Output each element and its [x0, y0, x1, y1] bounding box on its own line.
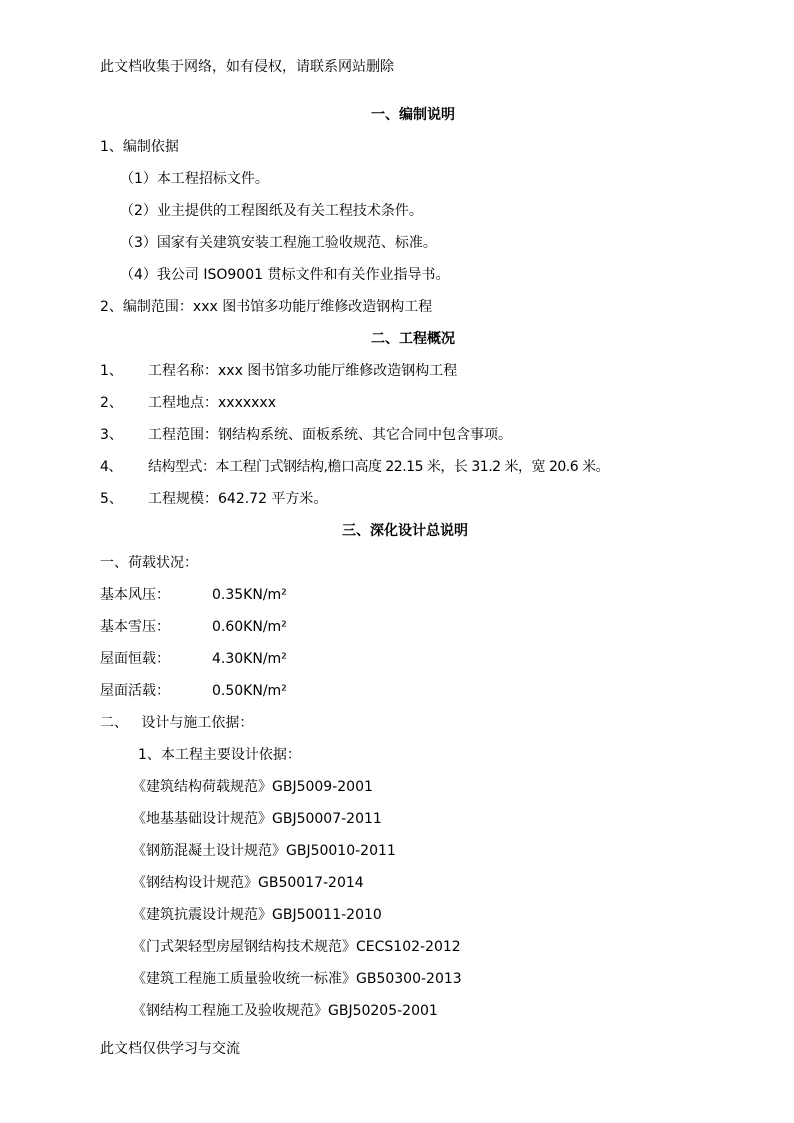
section-3-title: 三、深化设计总说明 — [342, 523, 468, 539]
basis-heading: 1、编制依据 — [100, 139, 179, 155]
load-row — [100, 586, 170, 604]
overview-item-number: 4、 — [100, 459, 122, 475]
load-value: 0.35KN/m² — [212, 587, 287, 603]
overview-item-text: 工程范围：钢结构系统、面板系统、其它合同中包含事项。 — [148, 427, 512, 443]
standard-item: 《建筑结构荷载规范》GBJ5009-2001 — [132, 779, 373, 795]
load-label: 基本风压： — [100, 587, 170, 603]
overview-item — [100, 362, 457, 380]
standard-item: 《门式架轻型房屋钢结构技术规范》CECS102-2012 — [132, 939, 461, 955]
load-row — [100, 650, 170, 668]
basis-item: （1）本工程招标文件。 — [120, 171, 269, 187]
overview-item — [100, 394, 276, 412]
overview-item — [100, 426, 512, 444]
overview-item-number: 5、 — [100, 491, 123, 507]
basis-section-heading: 二、 设计与施工依据： — [100, 715, 254, 731]
standard-item: 《钢结构设计规范》GB50017-2014 — [132, 875, 364, 891]
section-1-title: 一、编制说明 — [371, 107, 455, 123]
basis-item: （4）我公司 ISO9001 贯标文件和有关作业指导书。 — [120, 267, 450, 283]
load-label: 屋面恒载： — [100, 651, 170, 667]
page-footer: 此文档仅供学习与交流 — [100, 1041, 240, 1057]
standard-item: 《钢结构工程施工及验收规范》GBJ50205-2001 — [132, 1003, 438, 1019]
load-row — [100, 618, 170, 636]
load-heading: 一、荷载状况： — [100, 555, 198, 571]
basis-item: （2）业主提供的工程图纸及有关工程技术条件。 — [120, 203, 423, 219]
standard-item: 《建筑工程施工质量验收统一标准》GB50300-2013 — [132, 971, 462, 987]
load-row — [100, 682, 170, 700]
load-label: 屋面活载： — [100, 683, 170, 699]
load-value: 4.30KN/m² — [212, 651, 287, 667]
section-2-title: 二、工程概况 — [371, 331, 455, 347]
overview-item-number: 2、 — [100, 395, 123, 411]
load-label: 基本雪压： — [100, 619, 170, 635]
scope-line: 2、编制范围：xxx 图书馆多功能厅维修改造钢构工程 — [100, 299, 433, 315]
overview-item-text: 工程规模：642.72 平方米。 — [148, 491, 328, 507]
overview-item-text: 结构型式：本工程门式钢结构,檐口高度 22.15 米，长 31.2 米，宽 20.6 米。 — [148, 459, 610, 475]
design-basis-heading: 1、本工程主要设计依据： — [138, 747, 301, 763]
load-value: 0.60KN/m² — [212, 619, 287, 635]
standard-item: 《钢筋混凝土设计规范》GBJ50010-2011 — [132, 843, 396, 859]
overview-item-text: 工程地点：xxxxxxx — [148, 395, 276, 411]
overview-item — [100, 490, 327, 508]
page-header: 此文档收集于网络，如有侵权，请联系网站删除 — [100, 59, 394, 75]
overview-item — [100, 458, 609, 476]
basis-item: （3）国家有关建筑安装工程施工验收规范、标准。 — [120, 235, 437, 251]
overview-item-number: 3、 — [100, 427, 123, 443]
overview-item-number: 1、 — [100, 363, 123, 379]
load-value: 0.50KN/m² — [212, 683, 287, 699]
standard-item: 《地基基础设计规范》GBJ50007-2011 — [132, 811, 382, 827]
overview-item-text: 工程名称：xxx 图书馆多功能厅维修改造钢构工程 — [148, 363, 458, 379]
standard-item: 《建筑抗震设计规范》GBJ50011-2010 — [132, 907, 382, 923]
